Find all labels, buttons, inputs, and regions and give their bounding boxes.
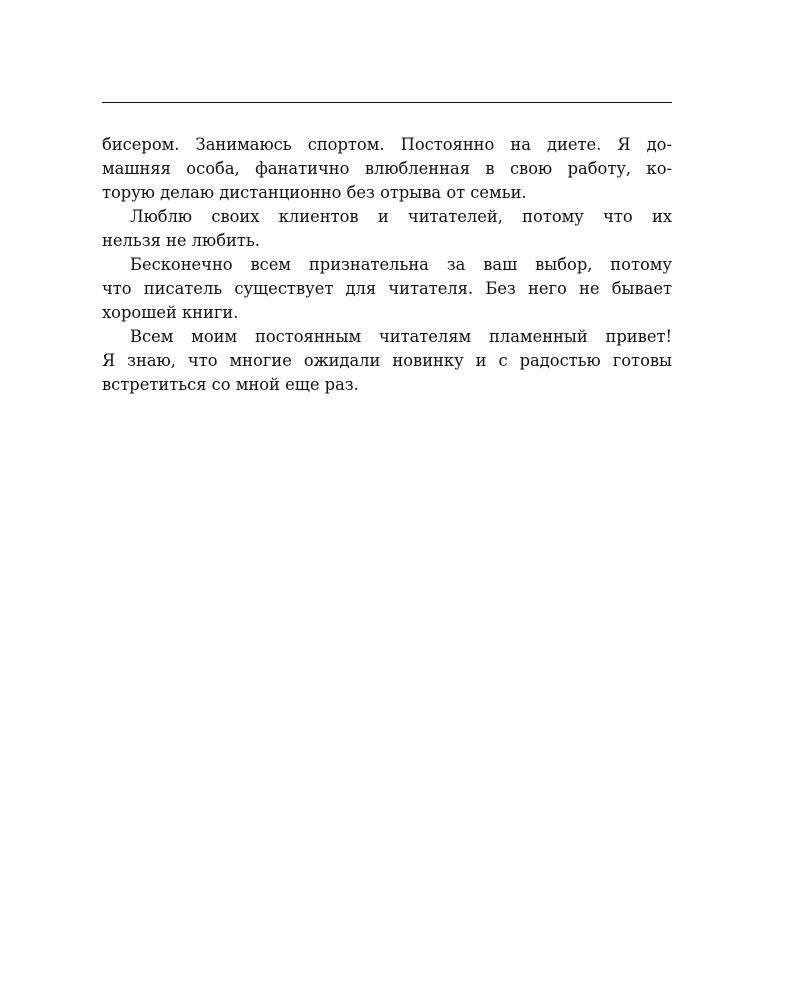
text-line: Бесконечно всем признательна за ваш выбор, потому xyxy=(130,255,672,274)
paragraph-1 xyxy=(102,133,672,205)
text-line: хорошей книги. xyxy=(102,303,239,322)
text-line: встретиться со мной еще раз. xyxy=(102,375,359,394)
paragraph-3 xyxy=(102,253,672,325)
paragraph-4 xyxy=(102,325,672,397)
text-line: Люблю своих клиентов и читателей, потому что их xyxy=(130,207,672,226)
paragraph-2 xyxy=(102,205,672,253)
text-line: нельзя не любить. xyxy=(102,231,260,250)
text-line: машняя особа, фанатично влюбленная в свою работу, ко- xyxy=(102,159,672,178)
text-line: Я знаю, что многие ожидали новинку и с радостью готовы xyxy=(102,351,672,370)
text-line: что писатель существует для читателя. Без него не бывает xyxy=(102,279,672,298)
text-line: торую делаю дистанционно без отрыва от семьи. xyxy=(102,183,527,202)
text-line: Всем моим постоянным читателям пламенный привет! xyxy=(130,327,672,346)
body-text xyxy=(102,133,672,397)
text-line: бисером. Занимаюсь спортом. Постоянно на диете. Я до- xyxy=(102,135,672,154)
header-rule xyxy=(102,102,672,103)
